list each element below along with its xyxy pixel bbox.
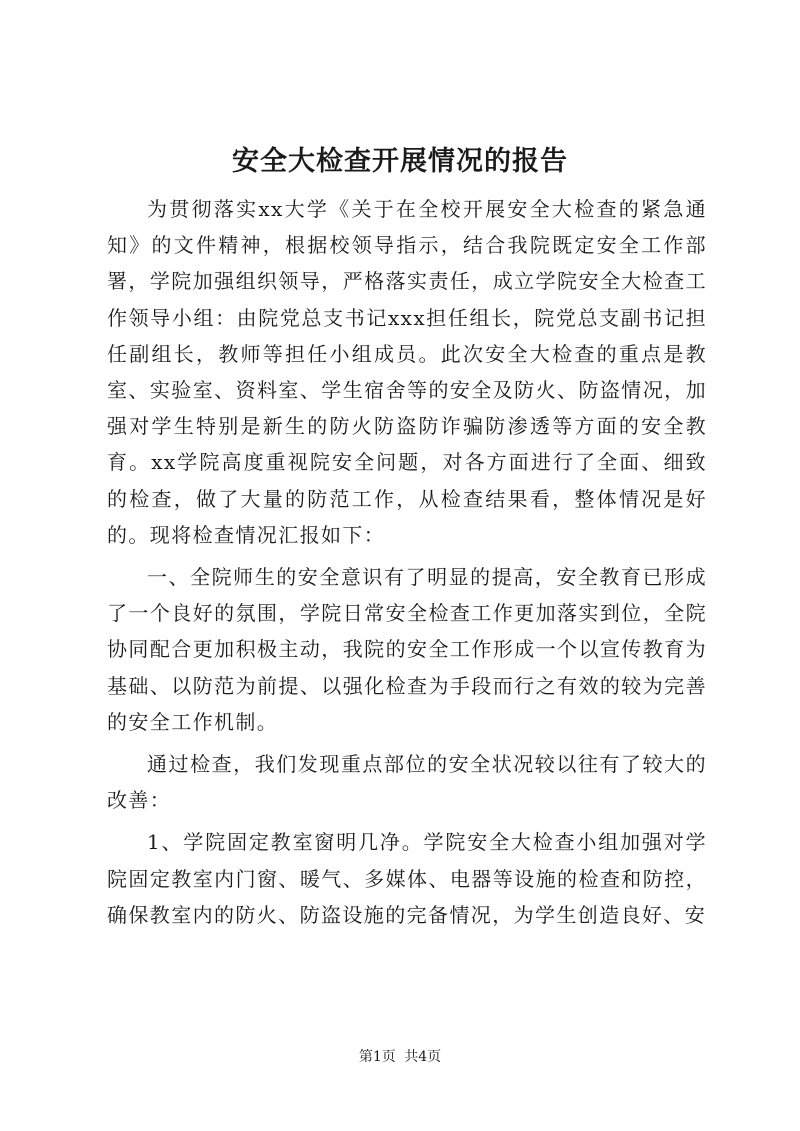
paragraph-intro: 为贯彻落实xx大学《关于在全校开展安全大检查的紧急通知》的文件精神，根据校领导指示，结合我院既定安全工作部署，学院加强组织领导，严格落实责任，成立学院安全大检查工作领导小组：由院党总支书记xxx担任组长，院党总支副书记担任副组长，教师等担任小组成员。此次安全大检查的重点是教室、实验室、资料室、学生宿舍等的安全及防火、防盗情况，加强对学生特别是新生的防火防盗防诈骗防渗透等方面的安全教育。xx学院高度重视院安全问题，对各方面进行了全面、细致的检查，做了大量的防范工作，从检查结果看，整体情况是好的。现将检查情况汇报如下： [107,197,707,547]
page-total: 共4页 [404,1049,442,1065]
paragraph-inspection-summary: 通过检查，我们发现重点部位的安全状况较以往有了较大的改善： [107,752,707,813]
document-title: 安全大检查开展情况的报告 [232,146,568,177]
paragraph-item-one: 1、学院固定教室窗明几净。学院安全大检查小组加强对学院固定教室内门窗、暖气、多媒体、电器等设施的检查和防控，确保教室内的防火、防盗设施的完备情况，为学生创造良好、安 [107,830,707,927]
document-body [107,191,707,939]
paragraph-section-one: 一、全院师生的安全意识有了明显的提高，安全教育已形成了一个良好的氛围，学院日常安全检查工作更加落实到位，全院协同配合更加积极主动，我院的安全工作形成一个以宣传教育为基础、以防范为前提、以强化检查为手段而行之有效的较为完善的安全工作机制。 [107,565,707,734]
page-number: 第1页 [358,1049,396,1065]
page-footer [0,1047,800,1067]
